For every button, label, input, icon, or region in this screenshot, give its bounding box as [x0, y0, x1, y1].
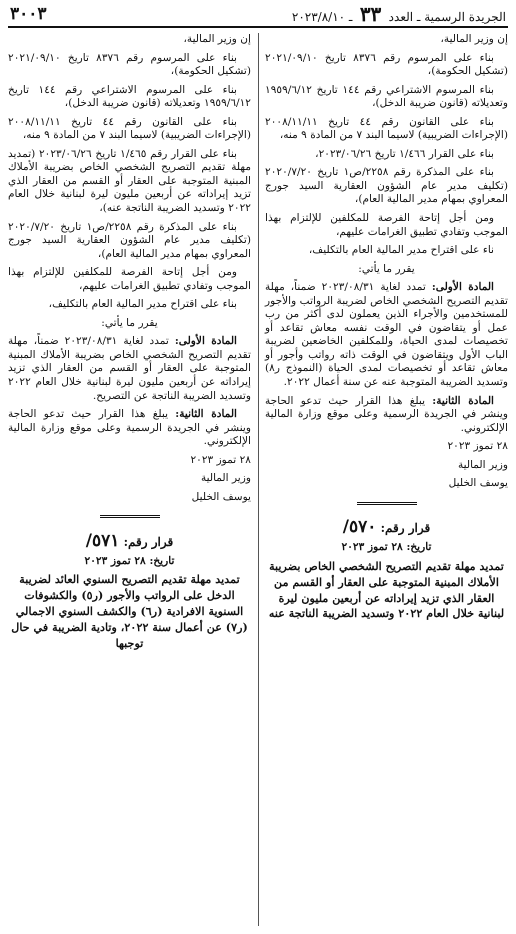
decision-date: تاريخ: ٢٨ تموز ٢٠٢٣	[84, 554, 175, 567]
article-1-text: تمدد لغاية ٢٠٢٣/٠٨/٣١ ضمناً، مهلة تقديم التصريح الشخصي الخاص بضريبة الأملاك المبنية المتوجبة على العقار أو القسم من العقار الذي تزيد إيراداته عن أربعين مليون ليرة لبنانية خلال العام ٢٠٢٢ وتسديد الضريبة الناتجة عن التصريح.	[8, 335, 251, 402]
article-1	[8, 335, 251, 403]
article-2-text: يبلغ هذا القرار حيث تدعو الحاجة وينشر في الجريدة الرسمية وعلى موقع وزارة المالية الإلكتروني.	[8, 408, 251, 448]
article-1-label: المادة الأولى:	[431, 281, 494, 294]
page-number: ٣٠٠٣	[10, 4, 47, 25]
preamble-item: ناء على اقتراح مدير المالية العام بالتكليف،	[308, 244, 494, 257]
decision-number	[8, 531, 251, 553]
article-2-label: المادة الثانية:	[175, 408, 237, 421]
decides-heading: يقرر ما يأتي:	[358, 262, 415, 275]
gazette-title: الجريدة الرسمية ـ العدد	[388, 10, 506, 25]
article-1-label: المادة الأولى:	[174, 335, 237, 348]
preamble-item: بناء على القرار ١/٤٦٦ تاريخ ٢٠٢٣/٠٦/٢٦،	[315, 147, 494, 160]
article-1	[265, 281, 508, 389]
preamble-item: بناء على القرار رقم ١/٤٦٥ تاريخ ٢٠٢٣/٠٦/٢٦ (تمديد مهلة تقديم التصريح الشخصي الخاص بضريبة الأملاك المبنية المتوجبة على العقار أو القسم من العقار الذي تزيد إيراداته عن أربعين مليون ليرة لبنانية خلال العام ٢٠٢٢ وتسديد الضريبة الناتجة عنه)،	[8, 147, 251, 215]
decision-number-label: قرار رقم:	[123, 534, 174, 549]
signer-name: يوسف الخليل	[191, 490, 251, 503]
preamble-item: بناء على المرسوم رقم ٨٣٧٦ تاريخ ٢٠٢١/٠٩/١٠ (تشكيل الحكومة)،	[8, 51, 251, 78]
preamble-item: بناء على المرسوم رقم ٨٣٧٦ تاريخ ٢٠٢١/٠٩/١٠ (تشكيل الحكومة)،	[265, 51, 508, 78]
signature-date: ٢٨ تموز ٢٠٢٣	[190, 453, 251, 466]
issue-number: ٣٣	[359, 2, 382, 27]
preamble-item: بناء على المذكرة رقم ٢٢٥٨/ص١ تاريخ ٢٠٢٠/٧/٢٠ (تكليف مدير عام الشؤون العقارية السيد جورج المعراوي بمهام مدير المالية العام)،	[265, 166, 508, 206]
signature-date: ٢٨ تموز ٢٠٢٣	[447, 440, 508, 453]
section-separator	[265, 496, 508, 510]
decision-number-value: ٥٧٠/	[342, 517, 377, 538]
preamble-item: بناء المرسوم الاشتراعي رقم ١٤٤ تاريخ ١٩٥٩/٦/١٢ وتعديلاته (قانون ضريبة الدخل)،	[265, 83, 508, 110]
page-header	[8, 4, 508, 28]
article-2-label: المادة الثانية:	[432, 394, 494, 407]
preamble-item: ومن أجل إتاحة الفرصة للمكلفين للإلتزام بهذا الموجب وتفادي تطبيق الغرامات عليهم،	[8, 266, 251, 292]
left-column	[8, 33, 251, 652]
column-divider	[258, 33, 259, 926]
preamble-item: بناء على المذكرة رقم ٢٢٥٨/ص١ تاريخ ٢٠٢٠/٧/٢٠ (تكليف مدير عام الشؤون العقارية السيد جورج المعراوي بمهام مدير المالية العام)،	[8, 220, 251, 260]
decision-number-value: ٥٧١/	[85, 530, 120, 551]
preamble-item: بناء على المرسوم الاشتراعي رقم ١٤٤ تاريخ ١٩٥٩/٦/١٢ وتعديلاته (قانون ضريبة الدخل)،	[8, 83, 251, 110]
decision-title: تمديد مهلة تقديم التصريح السنوي العائد لضريبة الدخل على الرواتب والأجور (ر٥) والكشوفات السنوية الافرادية (ر٦) والكشف السنوي الاجمالي (ر٧) عن أعمال سنة ٢٠٢٢، وتادية الضريبة في حال توجبها	[11, 572, 248, 650]
decision-title: تمديد مهلة تقديم التصريح الشخصي الخاص بضريبة الأملاك المبنية المتوجبة على العقار أو القسم من العقار الذي تزيد إيراداته عن أربعين مليون ليرة لبنانية خلال العام ٢٠٢٢ وتسديد الضريبة الناتجة عنه	[268, 558, 505, 621]
signer-title: وزير المالية	[200, 472, 251, 485]
decision-number	[265, 517, 508, 539]
section-separator	[8, 509, 251, 523]
issue-date: ـ ٢٠٢٣/٨/١٠	[291, 10, 353, 25]
preamble-item: ومن أجل إتاحة الفرصة للمكلفين للإلتزام بهذا الموجب وتفادي تطبيق الغرامات عليهم،	[265, 212, 508, 238]
preamble-minister: إن وزير المالية،	[440, 33, 508, 45]
decision-number-label: قرار رقم:	[380, 521, 431, 536]
right-column	[265, 33, 508, 622]
preamble-item: بناء على القانون رقم ٤٤ تاريخ ٢٠٠٨/١١/١١ (الإجراءات الضريبية) لاسيما البند ٧ من المادة ٩ منه،	[265, 115, 508, 142]
preamble-minister: إن وزير المالية،	[183, 33, 251, 45]
preamble-item: بناء على القانون رقم ٤٤ تاريخ ٢٠٠٨/١١/١١ (الإجراءات الضريبية) لاسيما البند ٧ من المادة ٩ منه،	[8, 115, 251, 142]
article-1-text: تمدد لغاية ٢٠٢٣/٠٨/٣١ ضمناً، مهلة تقديم التصريح الشخصي الخاص لضريبة الرواتب والأجور للمستخدمين والأجراء الذين يعملون لدى أكثر من رب عمل أو يتقاضون في الوقت نفسه معاش تقاعد أو تخصيصات لمدى الحياة، وللمكلفين الخاضعين لضريبة الباب الأول ويتقاضون في الوقت ذاته رواتب وأجور أو معاش تقاعد أو تخصيصات لمدى الحياة (النموذج ر٨) وتسديد الضريبة المتوجبة عنه عن سنة أعمال ٢٠٢٢.	[265, 281, 508, 389]
article-2	[265, 395, 508, 436]
decision-date: تاريخ: ٢٨ تموز ٢٠٢٣	[341, 541, 432, 554]
signer-name: يوسف الخليل	[448, 477, 508, 490]
preamble-item: بناء على اقتراح مدير المالية العام بالتكليف،	[48, 298, 237, 311]
gazette-masthead	[292, 2, 506, 28]
article-2-text: يبلغ هذا القرار حيث تدعو الحاجة وينشر في الجريدة الرسمية وعلى موقع وزارة المالية الإلكتروني.	[265, 394, 508, 434]
article-2	[8, 408, 251, 449]
signer-title: وزير المالية	[457, 458, 508, 471]
decides-heading: يقرر ما يأتي:	[101, 316, 158, 329]
